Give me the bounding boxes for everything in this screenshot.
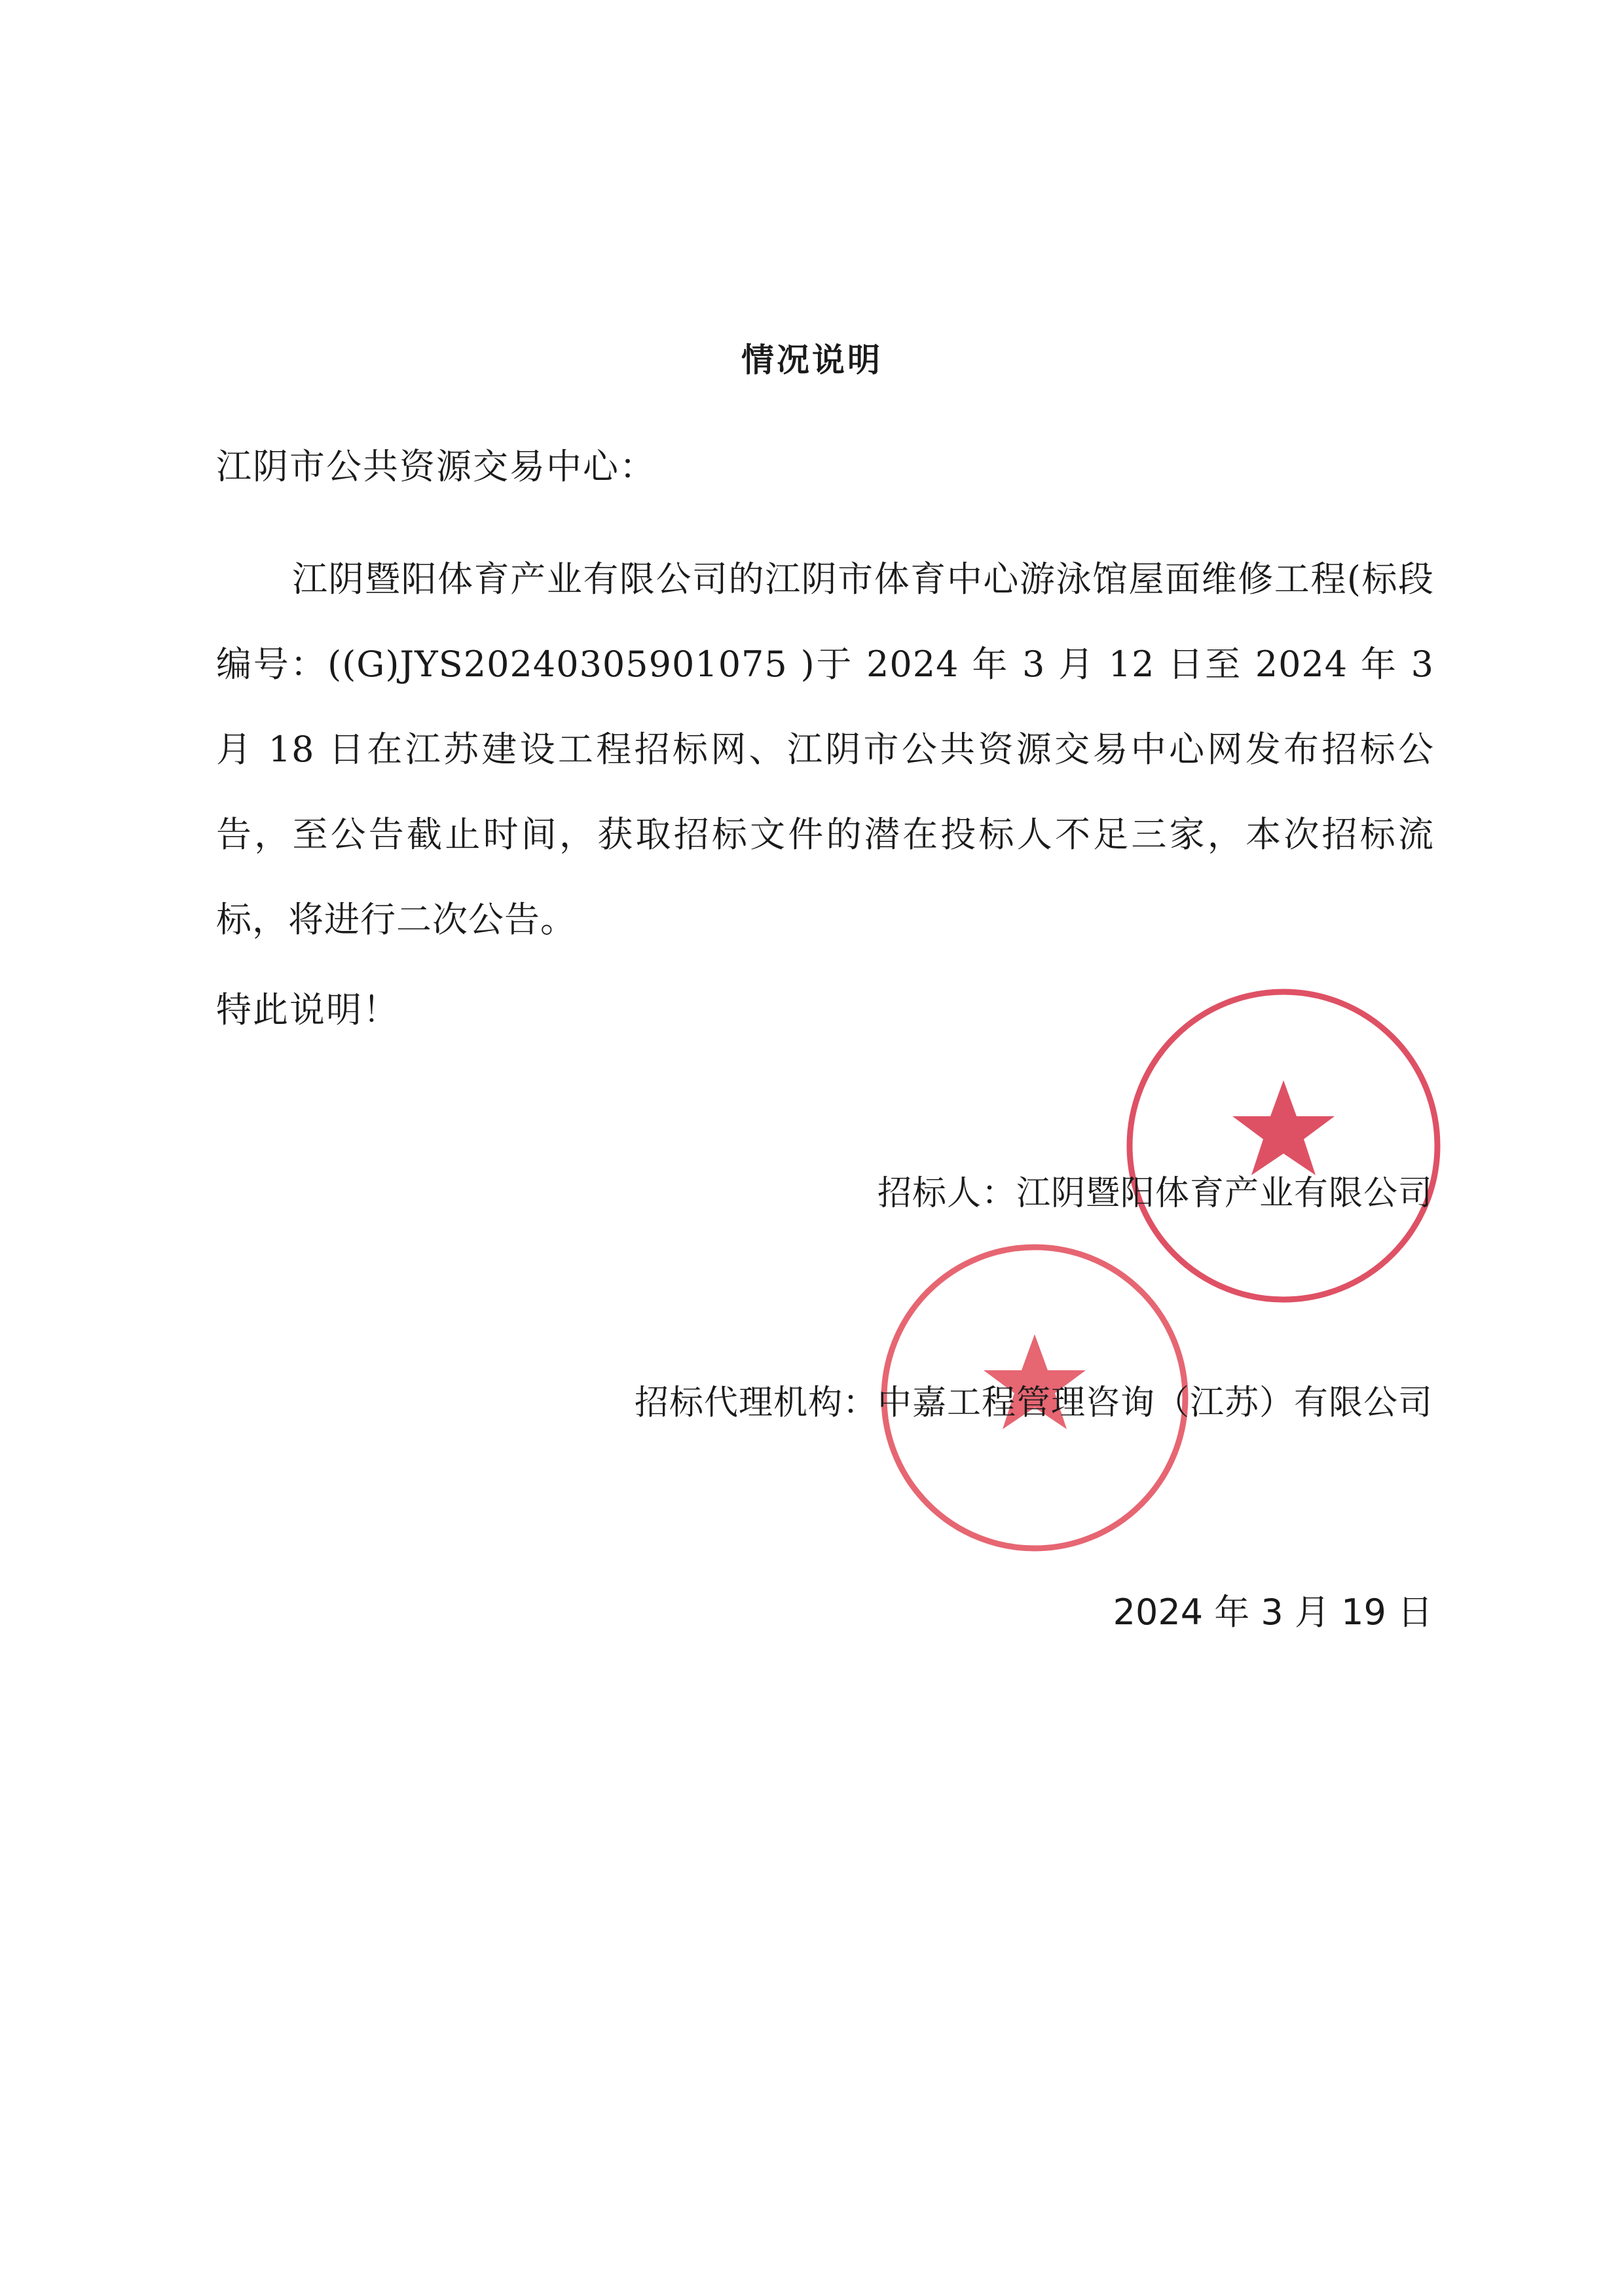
- agent-signature-line: 招标代理机构：中嘉工程管理咨询（江苏）有限公司: [634, 1383, 1433, 1423]
- document-title: 情况说明: [741, 341, 883, 379]
- closing-remark: 特此说明！: [216, 989, 399, 1030]
- addressee: 江阴市公共资源交易中心：: [216, 446, 656, 487]
- body-paragraph: 江阴暨阳体育产业有限公司的江阴市体育中心游泳馆屋面维修工程(标段编号：((G)JYS20240305901075 )于 2024 年 3 月 12 日至 2024 年 3 月 18 日在江苏建设工程招标网、江阴市公共资源交易中心网发布招标公告，至公告截止时间，获取招标文件的潜在投标人不足三家，本次招标流标，将进行二次公告。: [216, 558, 1434, 940]
- tenderer-signature-line: 招标人：江阴暨阳体育产业有限公司: [877, 1174, 1433, 1213]
- document-date: 2024 年 3 月 19 日: [1113, 1592, 1433, 1633]
